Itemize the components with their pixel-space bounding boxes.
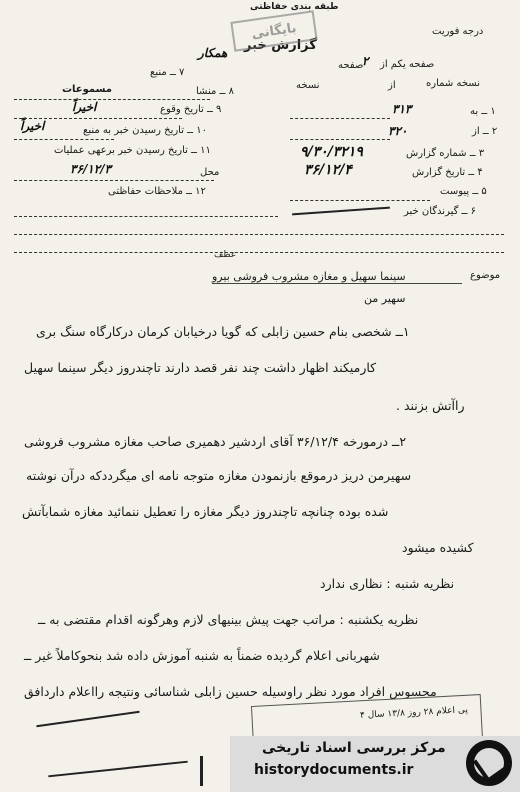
divider [290, 200, 430, 201]
priority-label: درجه فوریت [432, 26, 484, 37]
divider [14, 234, 504, 235]
field-source-receipt-date-label: ۱۰ ــ تاریخ رسیدن خبر به منبع [83, 125, 207, 136]
signature [48, 761, 187, 778]
source-opinion: نظریه شنبه : نظاری ندارد [320, 576, 455, 591]
signature [200, 756, 203, 786]
divider [290, 139, 390, 140]
field-from-value: ۳۲۰ [388, 124, 408, 138]
subject-line-1: سینما سهیل و مغازه مشروب فروشی بیرو [212, 270, 406, 283]
field-location-value: ۳۶/۱۲/۳ [70, 162, 111, 176]
field-page-mid: صفحه [338, 60, 364, 71]
field-source-value: همکار [198, 46, 228, 60]
field-report-number-value: ۹/۳۰/۳۲۱۹ [300, 144, 363, 160]
field-page-value: ۲ [362, 54, 369, 68]
classification-label: طبقه بندی حفاظتی [250, 2, 339, 12]
field-recipients-label: ۶ ــ گیرندگان خبر [404, 206, 476, 217]
divider [14, 99, 210, 100]
subject-line-2: سهیر من [364, 292, 406, 305]
divider [14, 139, 114, 140]
sunday-opinion-line-2: شهربانی اعلام گردیده ضمناً به شنبه آموزش داده شد بنحوکاملاً غیر ــ [24, 648, 380, 663]
field-source-label: ۷ ــ منبع [150, 67, 185, 78]
divider [14, 118, 182, 119]
archive-name: مرکز بررسی اسناد تاریخی [262, 740, 446, 756]
divider [14, 180, 214, 181]
field-page-label: صفحه یکم از [380, 59, 435, 70]
field-location-label: محل [200, 167, 220, 178]
paragraph-2-line-2: سهیرمن دریز درموقع بازنمودن مغازه متوجه نامه ای میگرددکه درآن نوشته [26, 468, 412, 483]
divider [290, 118, 390, 119]
handwritten-note: پی اعلام ۲۸ روز ۱۳/۸ سال ۴ [359, 705, 469, 721]
field-occurrence-date-label: ۹ ــ تاریخ وقوع [160, 104, 222, 115]
paragraph-2-line-3: شده بوده چنانچه تاچندروز دیگر مغازه را تعطیل ننمائید مغازه شمابآتش [22, 504, 389, 519]
divider [14, 252, 504, 253]
field-from-label: ۲ ــ از [472, 126, 498, 137]
field-report-date-label: ۴ ــ تاریخ گزارش [412, 167, 483, 178]
field-occurrence-date-value: اخیراً [72, 100, 97, 114]
paragraph-1-line-3: راآتش بزنند . [396, 398, 465, 413]
field-source-receipt-date-value: اخیراً [20, 119, 45, 133]
field-to-value: ۳۱۳ [392, 102, 412, 116]
field-ops-receipt-date-label: ۱۱ ــ تاریخ رسیدن خبر برعهی عملیات [54, 145, 211, 156]
field-to-label: ۱ ــ به [470, 106, 496, 117]
paragraph-1-line-2: کارمیکند اظهار داشت چند نفر قصد دارند تاچندروز دیگر سینما سهیل [24, 360, 377, 375]
field-copy-tail: نسخه [296, 80, 320, 91]
recipients-scribble [292, 207, 390, 216]
field-origin-value: مسموعات [62, 84, 112, 95]
field-copy-mid: از [388, 80, 396, 91]
divider [14, 216, 278, 217]
report-title: گزارش خبر [244, 38, 317, 53]
archive-website: historydocuments.ir [254, 762, 414, 778]
field-origin-label: ۸ ــ منشا [196, 86, 234, 97]
subject-label: موضوع [470, 270, 501, 281]
field-attachment-label: ۵ ــ پیوست [440, 186, 487, 197]
subject-atf-label: عطف [214, 250, 237, 260]
sunday-opinion-line-3: محسوس افراد مورد نظر راوسیله حسین زابلی شناسائی ونتیجه رااعلام داردافق [24, 684, 437, 699]
field-copy-label: نسخه شماره [426, 78, 480, 89]
paragraph-2-line-1: ۲ــ درمورخه ۳۶/۱۲/۴ آقای اردشیر دهمیری صاحب مغازه مشروب فروشی [24, 434, 407, 449]
signature [36, 711, 139, 727]
subject-underline [212, 283, 462, 284]
paragraph-2-line-4: کشیده میشود [402, 540, 474, 555]
field-security-notes-label: ۱۲ ــ ملاحظات حفاظتی [108, 186, 206, 197]
sunday-opinion-line-1: نظریه یکشنبه : مراتب جهت پیش بینیهای لازم وهرگونه اقدام مقتضی به ــ [38, 612, 419, 627]
paragraph-1-line-1: ۱ــ شخصی بنام حسین زابلی که گویا درخیابان کرمان درکارگاه سنگ بری [36, 324, 410, 339]
field-report-number-label: ۳ ــ شماره گزارش [406, 148, 485, 159]
archive-stamp: بایگانی [230, 10, 317, 51]
field-report-date-value: ۳۶/۱۲/۴ [304, 162, 352, 178]
